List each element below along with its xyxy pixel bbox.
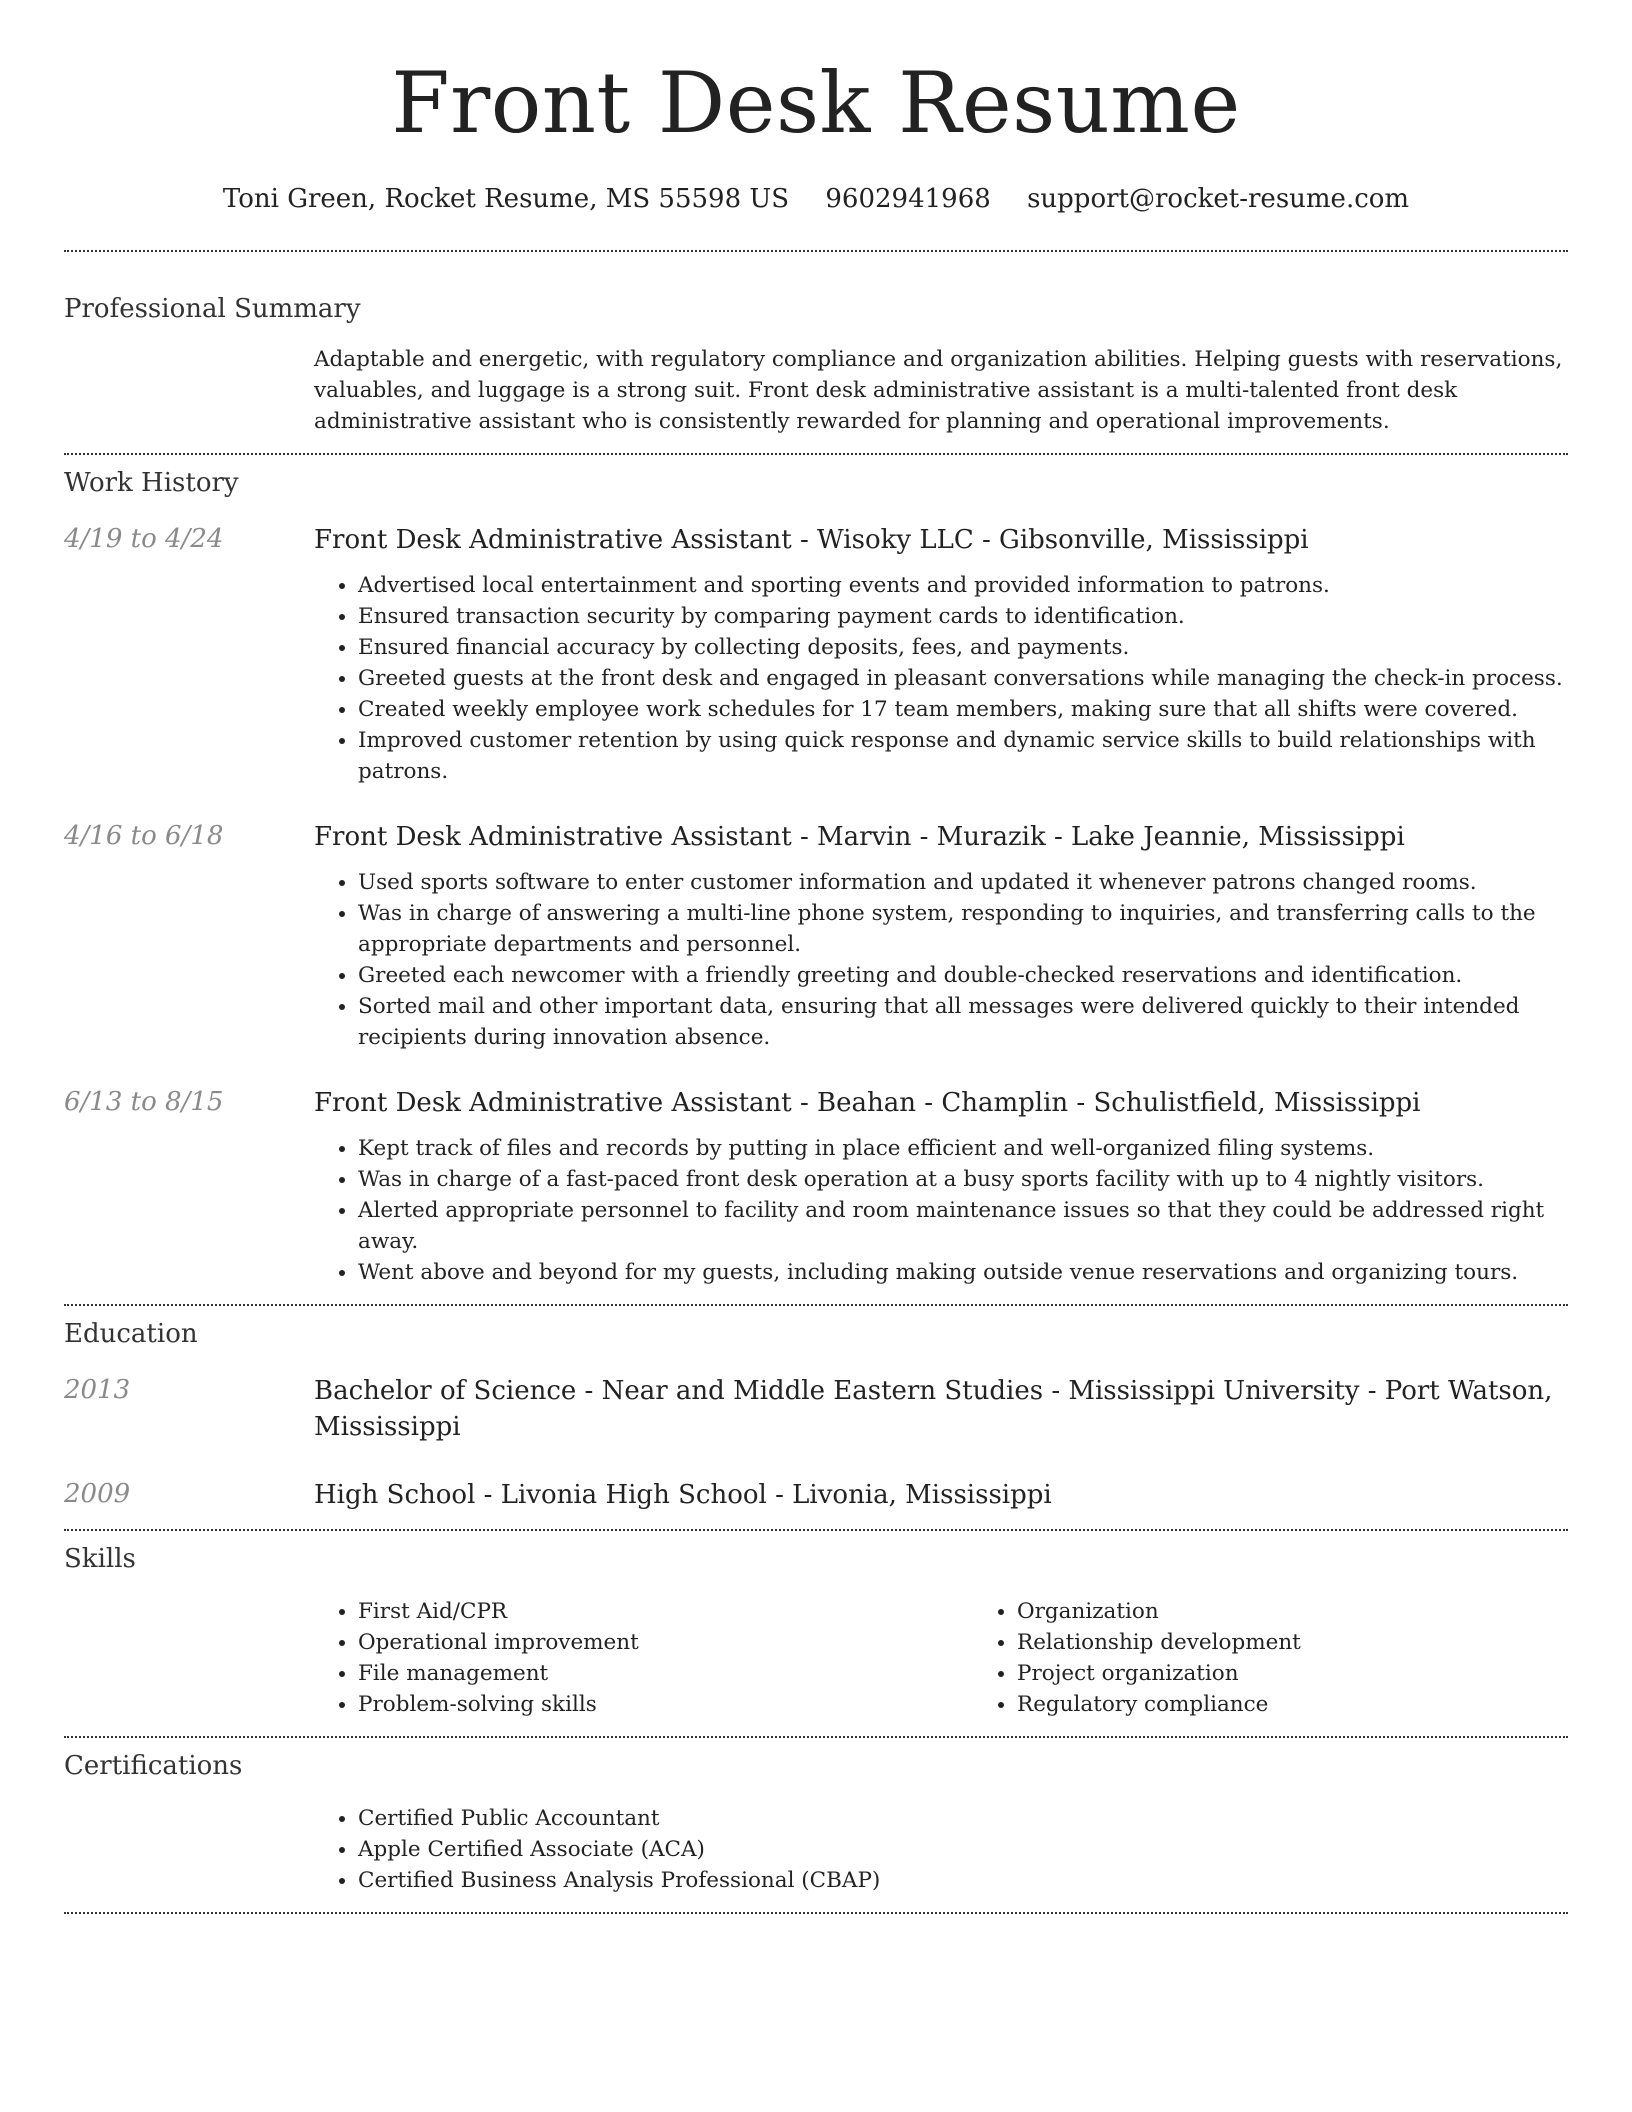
skills-list-left: [314, 1596, 973, 1720]
certifications-section: [64, 1738, 1568, 1896]
certifications-heading: Certifications: [64, 1751, 243, 1781]
skills-section: [64, 1531, 1568, 1720]
education-title: High School - Livonia High School - Livonia, Mississippi: [314, 1480, 1052, 1510]
certifications-list: [314, 1803, 1568, 1896]
job-entry: [64, 1085, 1568, 1288]
list-item: • Advertised local entertainment and sporting events and provided information to patrons.: [358, 570, 1568, 601]
job-title: Front Desk Administrative Assistant - Wisoky LLC - Gibsonville, Mississippi: [314, 525, 1309, 555]
list-item: • Improved customer retention by using quick response and dynamic service skills to build relationships with patrons.: [358, 725, 1568, 787]
list-item: • Certified Business Analysis Professional (CBAP): [358, 1865, 1568, 1896]
list-item: • Was in charge of answering a multi-line phone system, responding to inquiries, and transferring calls to the appropriate departments and personnel.: [358, 898, 1568, 960]
list-item: • Greeted guests at the front desk and engaged in pleasant conversations while managing the check-in process.: [358, 663, 1568, 694]
list-item: • Ensured transaction security by comparing payment cards to identification.: [358, 601, 1568, 632]
list-item: • Greeted each newcomer with a friendly greeting and double-checked reservations and identification.: [358, 960, 1568, 991]
list-item: • Was in charge of a fast-paced front desk operation at a busy sports facility with up to 4 nightly visitors.: [358, 1164, 1568, 1195]
list-item: • Regulatory compliance: [1017, 1689, 1632, 1720]
education-entry: [64, 1373, 1568, 1445]
job-dates: 4/19 to 4/24: [64, 524, 224, 554]
list-item: • Relationship development: [1017, 1627, 1632, 1658]
job-dates: 4/16 to 6/18: [64, 821, 224, 851]
list-item: • Sorted mail and other important data, ensuring that all messages were delivered quickly to their intended recipients during innovation absence.: [358, 991, 1568, 1053]
list-item: • Alerted appropriate personnel to facility and room maintenance issues so that they could be addressed right away.: [358, 1195, 1568, 1257]
job-dates: 6/13 to 8/15: [64, 1087, 224, 1117]
list-item: • Used sports software to enter customer information and updated it whenever patrons changed rooms.: [358, 867, 1568, 898]
job-entry: [64, 819, 1568, 1053]
education-entry: [64, 1477, 1568, 1513]
job-bullets: [314, 867, 1568, 1053]
divider: [64, 1912, 1568, 1914]
list-item: • Created weekly employee work schedules for 17 team members, making sure that all shifts were covered.: [358, 694, 1568, 725]
education-heading: Education: [64, 1319, 198, 1349]
page-title: Front Desk Resume: [391, 54, 1241, 152]
contact-line: [64, 182, 1568, 216]
education-title: Bachelor of Science - Near and Middle Eastern Studies - Mississippi University - Port Watson, Mississippi: [314, 1376, 1553, 1442]
summary-text: Adaptable and energetic, with regulatory compliance and organization abilities. Helping guests with reservations, valuables, and luggage is a strong suit. Front desk administrative assistant is a multi-talented front desk administrative assistant who is consistently rewarded for planning and operational improvements.: [314, 347, 1563, 434]
job-bullets: [314, 570, 1568, 787]
list-item: • File management: [358, 1658, 973, 1689]
list-item: • Went above and beyond for my guests, including making outside venue reservations and organizing tours.: [358, 1257, 1568, 1288]
contact-address: Toni Green, Rocket Resume, MS 55598 US: [222, 184, 790, 214]
education-year: 2013: [64, 1375, 131, 1405]
list-item: • Operational improvement: [358, 1627, 973, 1658]
education-section: [64, 1306, 1568, 1513]
work-history-heading: Work History: [64, 468, 239, 498]
contact-email: support@rocket-resume.com: [1027, 184, 1410, 214]
list-item: • Certified Public Accountant: [358, 1803, 1568, 1834]
summary-section: [64, 252, 1568, 437]
list-item: • Project organization: [1017, 1658, 1632, 1689]
education-year: 2009: [64, 1479, 131, 1509]
job-title: Front Desk Administrative Assistant - Beahan - Champlin - Schulistfield, Mississippi: [314, 1088, 1421, 1118]
list-item: • Apple Certified Associate (ACA): [358, 1834, 1568, 1865]
job-title: Front Desk Administrative Assistant - Marvin - Murazik - Lake Jeannie, Mississippi: [314, 822, 1405, 852]
list-item: • Problem-solving skills: [358, 1689, 973, 1720]
work-history-section: [64, 455, 1568, 1288]
skills-list-right: [973, 1596, 1632, 1720]
list-item: • First Aid/CPR: [358, 1596, 973, 1627]
list-item: • Organization: [1017, 1596, 1632, 1627]
summary-heading: Professional Summary: [64, 294, 361, 324]
job-entry: [64, 522, 1568, 787]
contact-phone: 9602941968: [825, 184, 991, 214]
list-item: • Kept track of files and records by putting in place efficient and well-organized filing systems.: [358, 1133, 1568, 1164]
skills-heading: Skills: [64, 1544, 136, 1574]
job-bullets: [314, 1133, 1568, 1288]
list-item: • Ensured financial accuracy by collecting deposits, fees, and payments.: [358, 632, 1568, 663]
